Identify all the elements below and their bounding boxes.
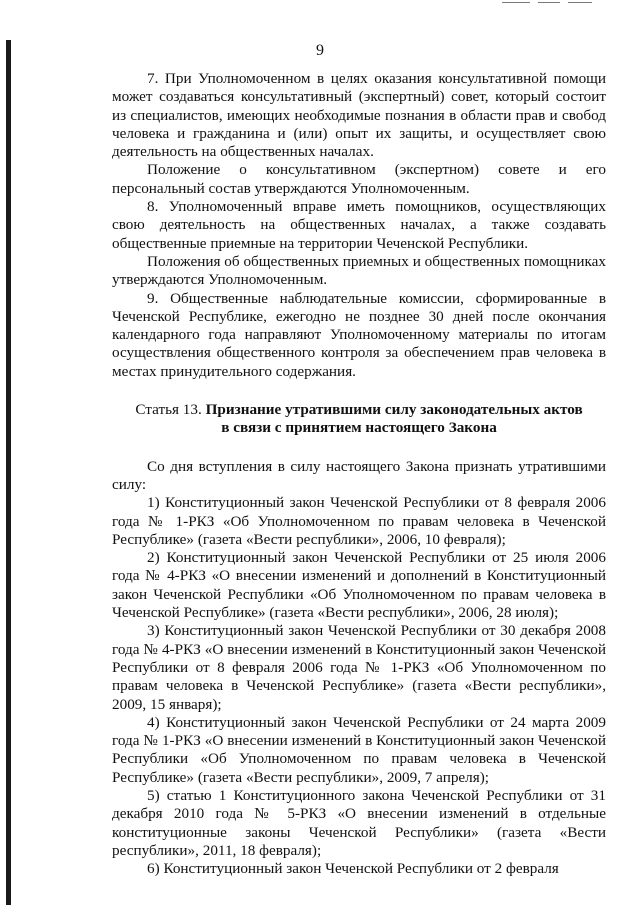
paragraph: Со дня вступления в силу настоящего Закона признать утратившими силу:: [112, 457, 606, 493]
article-title-line2: в связи с принятием настоящего Закона: [221, 419, 497, 437]
list-item: 5) статью 1 Конституционного закона Чеченской Республики от 31 декабря 2010 года № 5-РКЗ «О внесении изменений в отдельные конституционные законы Чеченской Республики» (газета «Вести республики», 2011, 18 февраля);: [112, 786, 606, 859]
paragraph: Положения об общественных приемных и общественных помощниках утверждаются Уполномоченным.: [112, 252, 606, 289]
document-body: [112, 70, 606, 878]
list-item: 6) Конституционный закон Чеченской Республики от 2 февраля: [147, 860, 559, 878]
scan-top-marks: [502, 2, 592, 5]
paragraph: 9. Общественные наблюдательные комиссии, сформированные в Чеченской Республике, ежегодно не позднее 30 дней после окончания календарного года направляют Уполномоченному материалы по итогам осуществления общественного контроля за обеспечением прав человека в местах принудительного содержания.: [112, 289, 606, 380]
list-item: 1) Конституционный закон Чеченской Республики от 8 февраля 2006 года № 1-РКЗ «Об Уполномоченном по правам человека в Чеченской Республике» (газета «Вести республики», 2006, 10 февраля);: [112, 494, 606, 548]
paragraph: 7. При Уполномоченном в целях оказания консультативной помощи может создаваться консультативный (экспертный) совет, который состоит из специалистов, имеющих необходимые познания в области прав и свобод человека и гражданина и (или) опыт их защиты, и осуществляет свою деятельность на общественных началах.: [112, 70, 606, 161]
article-title-line1: Признание утратившими силу законодательных актов: [205, 401, 583, 419]
paragraph: 8. Уполномоченный вправе иметь помощников, осуществляющих свою деятельность на общественных началах, а также создавать общественные приемные на территории Чеченской Республики.: [112, 198, 606, 252]
page-number: 9: [316, 42, 324, 59]
article-number: Статья 13.: [135, 401, 202, 419]
article-heading: [112, 401, 606, 438]
list-item: 4) Конституционный закон Чеченской Республики от 24 марта 2009 года № 1-РКЗ «О внесении изменений в Конституционный закон Чеченской Республики «Об Уполномоченном по правам человека в Чеченской Республике» (газета «Вести республики», 2009, 7 апреля);: [112, 713, 606, 786]
list-item: 2) Конституционный закон Чеченской Республики от 25 июля 2006 года № 4-РКЗ «О внесении изменений и дополнений в Конституционный закон Чеченской Республики «Об Уполномоченном по правам человека в Чеченской Республике» (газета «Вести республики», 2006, 28 июля);: [112, 549, 606, 622]
list-item: 3) Конституционный закон Чеченской Республики от 30 декабря 2008 года № 4-РКЗ «О внесении изменений в Конституционный закон Чеченской Республики от 8 февраля 2006 года № 1-РКЗ «Об Уполномоченном по правам человека в Чеченской Республике» (газета «Вести республики», 2009, 15 января);: [112, 622, 606, 713]
scan-edge-shadow: [6, 40, 11, 905]
paragraph: Положение о консультативном (экспертном) совете и его персональный состав утверждаются Уполномоченным.: [112, 161, 606, 197]
